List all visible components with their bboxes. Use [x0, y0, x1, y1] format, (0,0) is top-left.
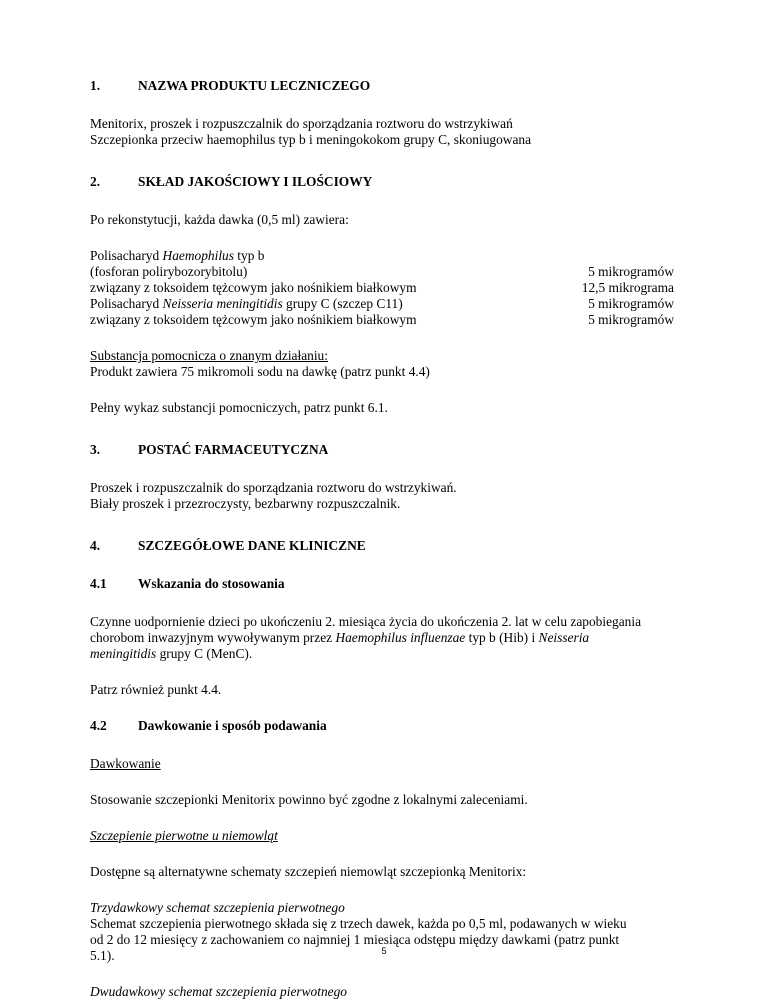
section-title: Wskazania do stosowania	[138, 576, 285, 591]
indication-text: typ b (Hib) i	[465, 630, 539, 645]
composition-label: (fosforan polirybozorybitolu)	[90, 264, 248, 279]
section-heading-4-2	[90, 718, 690, 734]
composition-amount	[554, 248, 674, 264]
schedule-intro: Dostępne są alternatywne schematy szczepień niemowląt szczepionką Menitorix:	[90, 864, 527, 879]
composition-label-italic: Haemophilus	[162, 248, 234, 263]
composition-label: grupy C (szczep C11)	[282, 296, 403, 311]
composition-amount: 5 mikrogramów	[588, 264, 674, 279]
composition-row	[90, 296, 674, 312]
composition-amount: 5 mikrogramów	[588, 296, 674, 311]
indication-text-italic: meningitidis	[90, 646, 157, 661]
form-line: Proszek i rozpuszczalnik do sporządzania roztworu do wstrzykiwań.	[90, 480, 457, 495]
section-number: 4.	[90, 538, 101, 553]
see-also-text: Patrz również punkt 4.4.	[90, 682, 222, 697]
composition-label: Polisacharyd	[90, 248, 163, 263]
composition-intro: Po rekonstytucji, każda dawka (0,5 ml) zawiera:	[90, 212, 349, 227]
indication-text: grupy C (MenC).	[156, 646, 253, 661]
composition-label: typ b	[233, 248, 265, 263]
composition-label: związany z toksoidem tężcowym jako nośnikiem białkowym	[90, 312, 417, 327]
section-number: 4.1	[90, 576, 107, 591]
dosage-text: Stosowanie szczepionki Menitorix powinno być zgodne z lokalnymi zaleceniami.	[90, 792, 528, 807]
composition-label: związany z toksoidem tężcowym jako nośnikiem białkowym	[90, 280, 417, 295]
section-heading-3	[90, 442, 690, 458]
indication-text-italic: Haemophilus influenzae	[335, 630, 466, 645]
page-number: 5	[381, 946, 387, 956]
indication-text: chorobom inwazyjnym wywoływanym przez	[90, 630, 336, 645]
three-dose-subheading: Trzydawkowy schemat szczepienia pierwotnego	[90, 900, 345, 915]
section-title: POSTAĆ FARMACEUTYCZNA	[138, 442, 329, 457]
composition-row	[90, 280, 674, 296]
composition-label-italic: Neisseria meningitidis	[162, 296, 283, 311]
composition-label: Polisacharyd	[90, 296, 163, 311]
section-title: SKŁAD JAKOŚCIOWY I ILOŚCIOWY	[138, 174, 373, 189]
section-number: 2.	[90, 174, 101, 189]
section-number: 4.2	[90, 718, 107, 733]
composition-amount: 5 mikrogramów	[588, 312, 674, 327]
section-heading-4-1	[90, 576, 690, 592]
three-dose-text: Schemat szczepienia pierwotnego składa się z trzech dawek, każda po 0,5 ml, podawanych w wieku	[90, 916, 627, 931]
indication-text-italic: Neisseria	[538, 630, 590, 645]
indication-text: Czynne uodpornienie dzieci po ukończeniu 2. miesiąca życia do ukończenia 2. lat w celu zapobiegania	[90, 614, 642, 629]
product-name-line: Menitorix, proszek i rozpuszczalnik do sporządzania roztworu do wstrzykiwań	[90, 116, 513, 131]
product-description-line: Szczepionka przeciw haemophilus typ b i meningokokom grupy C, skoniugowana	[90, 132, 532, 147]
section-number: 1.	[90, 78, 101, 93]
composition-row	[90, 248, 674, 264]
excipient-full-list: Pełny wykaz substancji pomocniczych, patrz punkt 6.1.	[90, 400, 388, 415]
document-page	[90, 78, 690, 1000]
form-line: Biały proszek i przezroczysty, bezbarwny rozpuszczalnik.	[90, 496, 401, 511]
section-number: 3.	[90, 442, 101, 457]
section-heading-1	[90, 78, 690, 94]
three-dose-text: od 2 do 12 miesięcy z zachowaniem co najmniej 1 miesiąca odstępu między dawkami (patrz punkt	[90, 932, 620, 947]
dosage-subheading: Dawkowanie	[90, 756, 161, 771]
section-heading-4	[90, 538, 690, 554]
section-title: NAZWA PRODUKTU LECZNICZEGO	[138, 78, 371, 93]
primary-vaccination-subheading: Szczepienie pierwotne u niemowląt	[90, 828, 278, 843]
indication-paragraph	[90, 614, 690, 662]
composition-table	[90, 248, 674, 328]
two-dose-subheading: Dwudawkowy schemat szczepienia pierwotnego	[90, 984, 347, 999]
section-title: SZCZEGÓŁOWE DANE KLINICZNE	[138, 538, 366, 553]
excipient-text: Produkt zawiera 75 mikromoli sodu na dawkę (patrz punkt 4.4)	[90, 364, 430, 379]
section-heading-2	[90, 174, 690, 190]
composition-row	[90, 312, 674, 328]
composition-amount: 12,5 mikrograma	[581, 280, 674, 295]
composition-row	[90, 264, 674, 280]
section-title: Dawkowanie i sposób podawania	[138, 718, 327, 733]
excipient-heading: Substancja pomocnicza o znanym działaniu:	[90, 348, 328, 363]
three-dose-text: 5.1).	[90, 948, 115, 963]
